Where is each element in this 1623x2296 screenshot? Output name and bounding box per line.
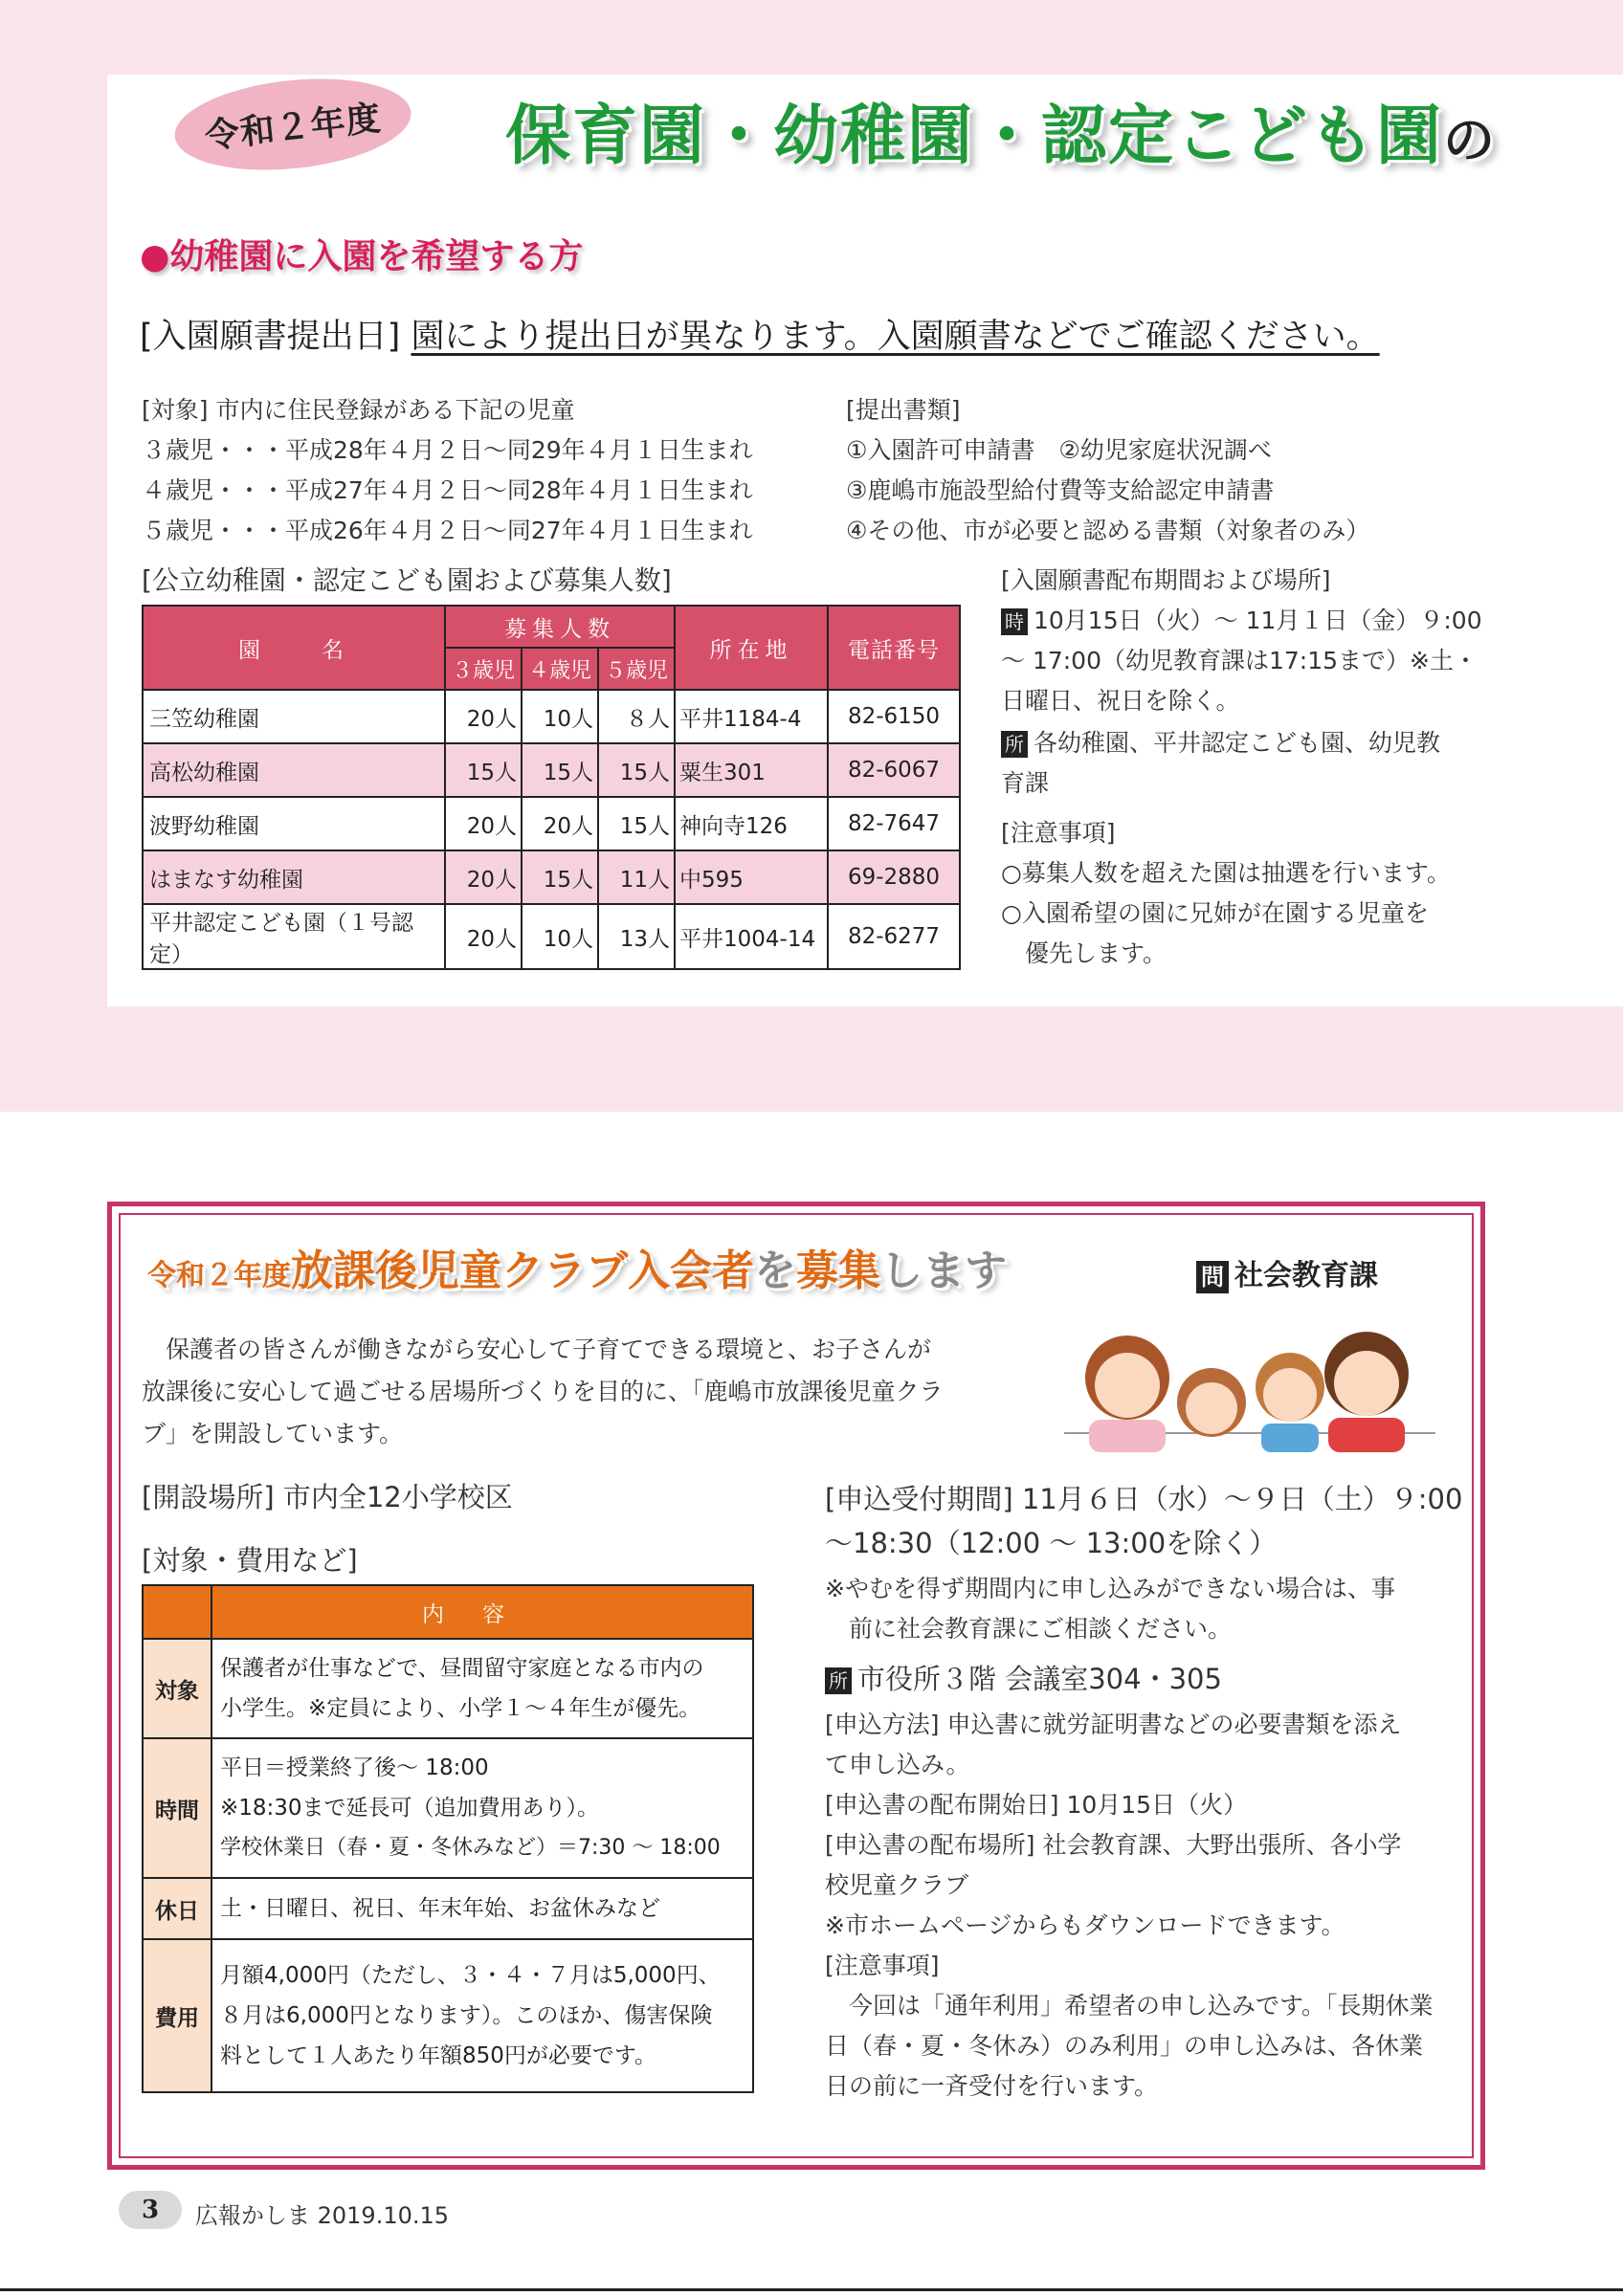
row-content (211, 1939, 753, 2092)
notes-line-1: ○募集人数を超えた園は抽選を行います。 (1001, 859, 1451, 887)
apply-place: 市役所３階 会議室304・305 (857, 1663, 1222, 1695)
header-age3: ３歳児 (445, 648, 522, 690)
club-section-title (147, 1236, 1007, 1297)
row-age5: 15人 (598, 743, 675, 797)
target-line (142, 390, 574, 430)
row-age4: 15人 (522, 850, 598, 904)
header-age4: ４歳児 (522, 648, 598, 690)
row-content-line: 月額4,000円（ただし、３・４・７月は5,000円、 (220, 1963, 721, 1988)
page-number: 3 (119, 2191, 182, 2229)
submission-date-text: 園により提出日が異なります。入園願書などでご確認ください。 (411, 318, 1380, 356)
club-intro-line-3: ブ」を開設しています。 (142, 1420, 404, 1447)
distribution-time-line-3: 日曜日、祝日を除く。 (1001, 687, 1240, 715)
detail-line-1: [申込方法] 申込書に就労証明書などの必要書類を添え (825, 1711, 1402, 1738)
department-name: 社会教育課 (1234, 1259, 1378, 1292)
table-row (143, 904, 960, 969)
row-content (211, 1639, 753, 1738)
header-phone: 電話番号 (828, 606, 960, 690)
header-address: 所在地 (675, 606, 828, 690)
submission-date-line (140, 310, 1380, 358)
row-age4: 20人 (522, 797, 598, 850)
distribution-time-line-1 (1001, 601, 1482, 641)
page-title-main: 保育園・幼稚園・認定こども園 (505, 99, 1444, 174)
notes-label: [注意事項] (1001, 819, 1116, 847)
age-line-4: ４歳児・・・平成27年４月２日～同28年４月１日生まれ (142, 476, 753, 504)
row-content-line: 学校休業日（春・夏・冬休みなど）＝7:30 ～ 18:00 (220, 1836, 721, 1860)
era-badge: 令和２年度 (170, 68, 415, 180)
row-name: 高松幼稚園 (143, 743, 445, 797)
distribution-place-line-2: 育課 (1001, 769, 1050, 797)
row-address: 平井1004-14 (675, 904, 828, 969)
detail-line-5: 校児童クラブ (825, 1871, 969, 1899)
row-label: 休日 (143, 1878, 211, 1939)
row-name: 平井認定こども園（１号認定） (143, 904, 445, 969)
row-content (211, 1878, 753, 1939)
row-age4: 10人 (522, 690, 598, 743)
header-name: 園 名 (143, 606, 445, 690)
row-age3: 15人 (445, 743, 522, 797)
row-age4: 15人 (522, 743, 598, 797)
row-age5: 13人 (598, 904, 675, 969)
row-age3: 20人 (445, 850, 522, 904)
club-intro-line-1: 保護者の皆さんが働きながら安心して子育てできる環境と、お子さんが (142, 1336, 932, 1363)
club-table-header: 内容 (211, 1585, 753, 1639)
row-address: 神向寺126 (675, 797, 828, 850)
club-title-wo: を (754, 1247, 796, 1295)
inquiry-icon: 問 (1196, 1261, 1229, 1293)
distribution-place-text-1: 各幼稚園、平井認定こども園、幼児教 (1034, 729, 1441, 757)
inquiry-department (1196, 1251, 1378, 1293)
table-row (143, 1639, 753, 1738)
table-row (143, 850, 960, 904)
row-label: 費用 (143, 1939, 211, 2092)
detail-line-9: 日（春・夏・冬休み）のみ利用」の申し込みは、各休業 (825, 2032, 1424, 2060)
family-illustration (1060, 1320, 1439, 1464)
documents-line-3: ④その他、市が必要と認める書類（対象者のみ） (846, 517, 1370, 544)
row-content-line: 小学生。※定員により、小学１～４年生が優先。 (220, 1696, 701, 1721)
row-address: 平井1184-4 (675, 690, 828, 743)
table-row (143, 743, 960, 797)
row-phone: 82-6067 (828, 743, 960, 797)
table-row (143, 690, 960, 743)
kindergarten-section-title: ●幼稚園に入園を希望する方 (140, 237, 584, 276)
time-icon: 時 (1001, 608, 1028, 635)
row-phone: 82-6150 (828, 690, 960, 743)
detail-line-3: [申込書の配布開始日] 10月15日（火） (825, 1791, 1248, 1819)
target-text: 市内に住民登録がある下記の児童 (215, 396, 575, 424)
target-label: [対象] (142, 396, 209, 424)
distribution-label: [入園願書配布期間および場所] (1001, 566, 1331, 594)
row-age3: 20人 (445, 904, 522, 969)
age-line-5: ５歳児・・・平成26年４月２日～同27年４月１日生まれ (142, 517, 753, 544)
documents-line-1: ①入園許可申請書 ②幼児家庭状況調べ (846, 436, 1272, 464)
distribution-time-text-1: 10月15日（火）～ 11月１日（金）９:00 (1034, 607, 1482, 634)
page-title (505, 84, 1497, 177)
table-row (143, 797, 960, 850)
row-content-line: 平日＝授業終了後～ 18:00 (220, 1755, 489, 1780)
kindergarten-table (142, 605, 961, 970)
table-row (143, 1878, 753, 1939)
detail-line-4: [申込書の配布場所] 社会教育課、大野出張所、各小学 (825, 1831, 1402, 1859)
place-icon: 所 (1001, 731, 1028, 758)
club-title-main: 放課後児童クラブ入会者 (291, 1247, 754, 1295)
detail-line-10: 日の前に一斉受付を行います。 (825, 2072, 1159, 2100)
header-age5: ５歳児 (598, 648, 675, 690)
row-age4: 10人 (522, 904, 598, 969)
apply-place-line (825, 1659, 1222, 1699)
detail-line-6: ※市ホームページからもダウンロードできます。 (825, 1911, 1345, 1939)
club-table-corner (143, 1585, 211, 1639)
row-content-line: 保護者が仕事などで、昼間留守家庭となる市内の (220, 1656, 704, 1681)
header-capacity: 募集人数 (445, 606, 675, 648)
submission-date-label: [入園願書提出日] (140, 318, 401, 356)
row-phone: 82-6277 (828, 904, 960, 969)
row-content (211, 1738, 753, 1878)
row-age5: 15人 (598, 797, 675, 850)
apply-period-line-2: ～18:30（12:00 ～ 13:00を除く） (825, 1527, 1278, 1559)
age-line-3: ３歳児・・・平成28年４月２日～同29年４月１日生まれ (142, 436, 753, 464)
distribution-place-line-1 (1001, 723, 1440, 763)
table-row (143, 1738, 753, 1878)
row-content-line: ８月は6,000円となります）。このほか、傷害保険 (220, 2003, 713, 2028)
place-icon: 所 (825, 1667, 852, 1694)
club-intro-line-2: 放課後に安心して過ごせる居場所づくりを目的に、「鹿嶋市放課後児童クラ (142, 1378, 944, 1405)
page-title-tail: の (1443, 110, 1498, 170)
row-content-line: 土・日曜日、祝日、年末年始、お盆休みなど (220, 1896, 660, 1921)
club-title-era: 令和２年度 (147, 1259, 291, 1292)
club-table-title: [対象・費用など] (142, 1544, 358, 1577)
row-age3: 20人 (445, 690, 522, 743)
row-label: 時間 (143, 1738, 211, 1878)
row-content-line: ※18:30まで延長可（追加費用あり）。 (220, 1796, 600, 1821)
row-name: 波野幼稚園 (143, 797, 445, 850)
row-phone: 69-2880 (828, 850, 960, 904)
club-venue: [開設場所] 市内全12小学校区 (142, 1481, 513, 1513)
notes-line-2: ○入園希望の園に兄姉が在園する児童を (1001, 899, 1429, 927)
apply-period-line-1: [申込受付期間] 11月６日（水）～９日（土）９:00 (825, 1483, 1463, 1515)
detail-line-7: [注意事項] (825, 1952, 940, 1979)
row-name: はまなす幼稚園 (143, 850, 445, 904)
row-age3: 20人 (445, 797, 522, 850)
footer-rule (0, 2288, 1623, 2291)
row-address: 粟生301 (675, 743, 828, 797)
row-age5: 11人 (598, 850, 675, 904)
apply-note-line-1: ※やむを得ず期間内に申し込みができない場合は、事 (825, 1575, 1395, 1602)
row-age5: ８人 (598, 690, 675, 743)
detail-line-2: て申し込み。 (825, 1751, 970, 1778)
publication-name: 広報かしま 2019.10.15 (195, 2202, 450, 2229)
documents-line-2: ③鹿嶋市施設型給付費等支給認定申請書 (846, 476, 1275, 504)
row-label: 対象 (143, 1639, 211, 1738)
detail-line-8: 今回は「通年利用」希望者の申し込みです。「長期休業 (825, 1992, 1434, 2020)
row-name: 三笠幼稚園 (143, 690, 445, 743)
table-row (143, 1939, 753, 2092)
distribution-time-line-2: ～ 17:00（幼児教育課は17:15まで）※土・ (1001, 647, 1478, 674)
notes-line-3: 優先します。 (1001, 939, 1167, 967)
kindergarten-table-title: [公立幼稚園・認定こども園および募集人数] (142, 564, 672, 596)
club-title-tail: します (880, 1247, 1007, 1295)
club-title-bosyu: 募集 (796, 1247, 880, 1295)
documents-label: [提出書類] (846, 396, 961, 424)
club-table (142, 1584, 754, 2093)
row-address: 中595 (675, 850, 828, 904)
apply-note-line-2: 前に社会教育課にご相談ください。 (825, 1615, 1233, 1643)
row-phone: 82-7647 (828, 797, 960, 850)
row-content-line: 料として１人あたり年額850円が必要です。 (220, 2043, 657, 2068)
